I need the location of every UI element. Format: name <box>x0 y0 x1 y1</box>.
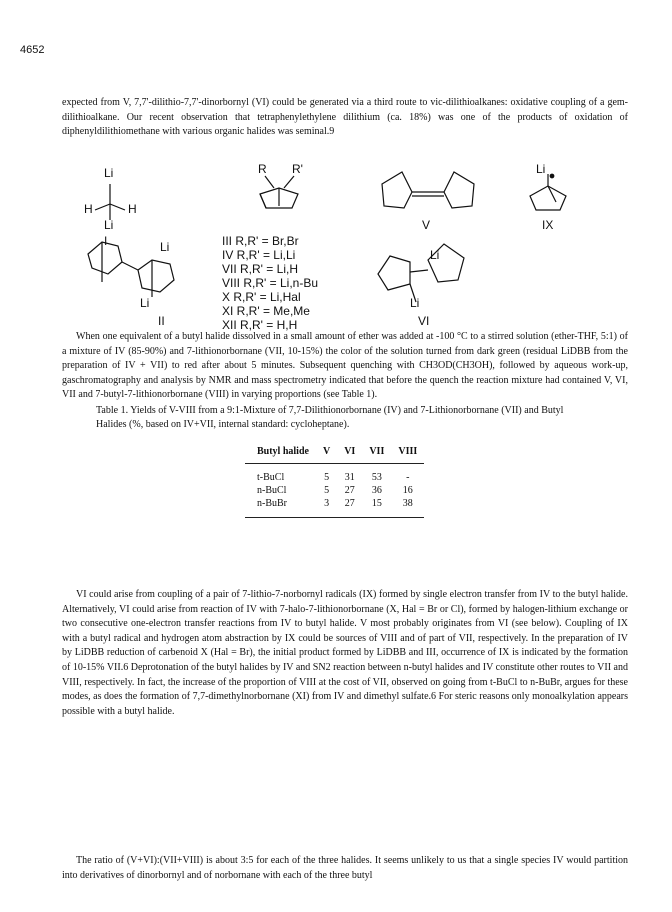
paragraph-2: When one equivalent of a butyl halide dissolved in a small amount of ether was added at -100 °C to a stirred solution (ether-THF, 5:1) of a mixture of IV (85-90%) and 7-lithionorbornane (VII, 10-15%) the color of the solution turned from dark green (residual LiDBB from the preparation of IV + VII) to red after about 5 minutes. Subsequent quenching with CH3OD(CH3OH), followed by aqueous work-up, gaschromatography and analysis by NMR and mass spectrometry indicated that before the quench the reaction mixture had contained V, VI, VII and 7-butyl-7-lithionorbornane (VIII) in varying proportions (see Table 1). <box>62 331 628 401</box>
table-row <box>245 464 424 485</box>
intro-paragraph: expected from V, 7,7'-dilithio-7,7'-dinorbornyl (VI) could be generated via a third route to vic-dilithioalkanes: oxidative coupling of a gem-dilithioalkane. Our recent observation that tetraphenylethylene dilithium (ca. 18%) was one of the products of oxidation of diphenyldilithiomethane with various organic halides was seminal.9 <box>62 97 628 138</box>
table-row <box>245 497 424 518</box>
table-cell: 3 <box>316 497 337 518</box>
column-header: VIII <box>391 445 424 464</box>
table-cell: 16 <box>402 485 413 496</box>
table-cell: - <box>406 472 410 483</box>
table-cell: 36 <box>371 485 382 496</box>
table-caption: Table 1. Yields of V-VIII from a 9:1-Mixture of 7,7-Dilithionorbornane (IV) and 7-Lithionorbornane (VII) and Butyl Halides (%, based on IV+VII, internal standard: cycloheptane). <box>96 405 564 430</box>
column-header: Butyl halide <box>245 445 316 464</box>
atom-li: Li <box>430 248 440 262</box>
compound-label-IX: IX <box>542 218 554 232</box>
compound-definition: III R,R' = Br,Br <box>222 234 299 248</box>
table-cell: t-BuCl <box>257 472 285 483</box>
table-cell: 15 <box>362 497 391 518</box>
table-header-row <box>245 445 424 464</box>
paragraph-3: VI could arise from coupling of a pair of 7-lithio-7-norbornyl radicals (IX) formed by single electron transfer from IV to the butyl halide. Alternatively, VI could arise from reaction of IV with 7-halo-7-lithionorbornane (X, Hal = Br or Cl), formed by halogen-lithium exchange or two consecutive one-electron transfer reactions from IV to butyl halide. V most probably originates from VI (see below). Coupling of IX with a butyl radical and hydrogen atom abstraction by IX could be sources of VIII and of part of VII, respectively. In the preparation of IV by LiDBB reduction of carbenoid X (Hal = Br), the initial product formed by LiDBB and III, occurrence of IX is indicated by the formation of 10-15% VII.6 Deprotonation of the butyl halides by IV and SN2 reaction between n-butyl halides and IV constitute other routes to VII and VIII, respectively. In fact, the increase of the proportion of VIII at the cost of VII, observed on going from t-BuCl to n-BuBr, argues for these modes, as does the formation of 7,7-dimethylnorbornane (XI) from IV and dimethyl sulfate.6 For steric reasons only monoalkylation appears possible with a butyl halide. <box>62 589 628 717</box>
table-cell: 38 <box>391 497 424 518</box>
table-cell: n-BuBr <box>245 497 316 518</box>
structure-figure <box>60 162 630 332</box>
compound-definition: IV R,R' = Li,Li <box>222 248 296 262</box>
compound-definition-list <box>222 234 318 332</box>
compound-definition: X R,R' = Li,Hal <box>222 290 301 304</box>
page-number: 4652 <box>20 44 45 56</box>
table-cell: n-BuCl <box>257 485 287 496</box>
yield-table <box>245 445 424 518</box>
table-row <box>245 484 424 497</box>
table-cell: 31 <box>344 472 355 483</box>
table-cell: 27 <box>337 497 362 518</box>
compound-definition: VIII R,R' = Li,n-Bu <box>222 276 318 290</box>
compound-label-VI: VI <box>418 314 430 328</box>
column-header: VI <box>337 445 362 464</box>
atom-r-prime: R' <box>292 162 303 176</box>
atom-r: R <box>258 162 267 176</box>
table-cell: 5 <box>324 472 330 483</box>
atom-li: Li <box>536 162 546 176</box>
atom-li: Li <box>140 296 150 310</box>
table-cell: 5 <box>324 485 330 496</box>
compound-label-II: II <box>158 314 165 328</box>
atom-h: H <box>84 202 93 216</box>
compound-definition: XII R,R' = H,H <box>222 318 298 332</box>
compound-definition: VII R,R' = Li,H <box>222 262 298 276</box>
table-cell: 27 <box>344 485 355 496</box>
compound-definition: XI R,R' = Me,Me <box>222 304 310 318</box>
atom-li: Li <box>160 240 170 254</box>
column-header: V <box>316 445 337 464</box>
atom-li: Li <box>104 218 114 232</box>
paragraph-4: The ratio of (V+VI):(VII+VIII) is about 3:5 for each of the three halides. It seems unlikely to us that a single species IV would partition into derivatives of dinorbornyl and of norbornane with each of the three butyl <box>62 855 628 881</box>
atom-li: Li <box>410 296 420 310</box>
table-cell: 53 <box>371 472 382 483</box>
column-header: VII <box>362 445 391 464</box>
atom-li: Li <box>104 166 114 180</box>
compound-label-I: I <box>104 234 108 248</box>
compound-label-V: V <box>422 218 431 232</box>
atom-h: H <box>128 202 137 216</box>
